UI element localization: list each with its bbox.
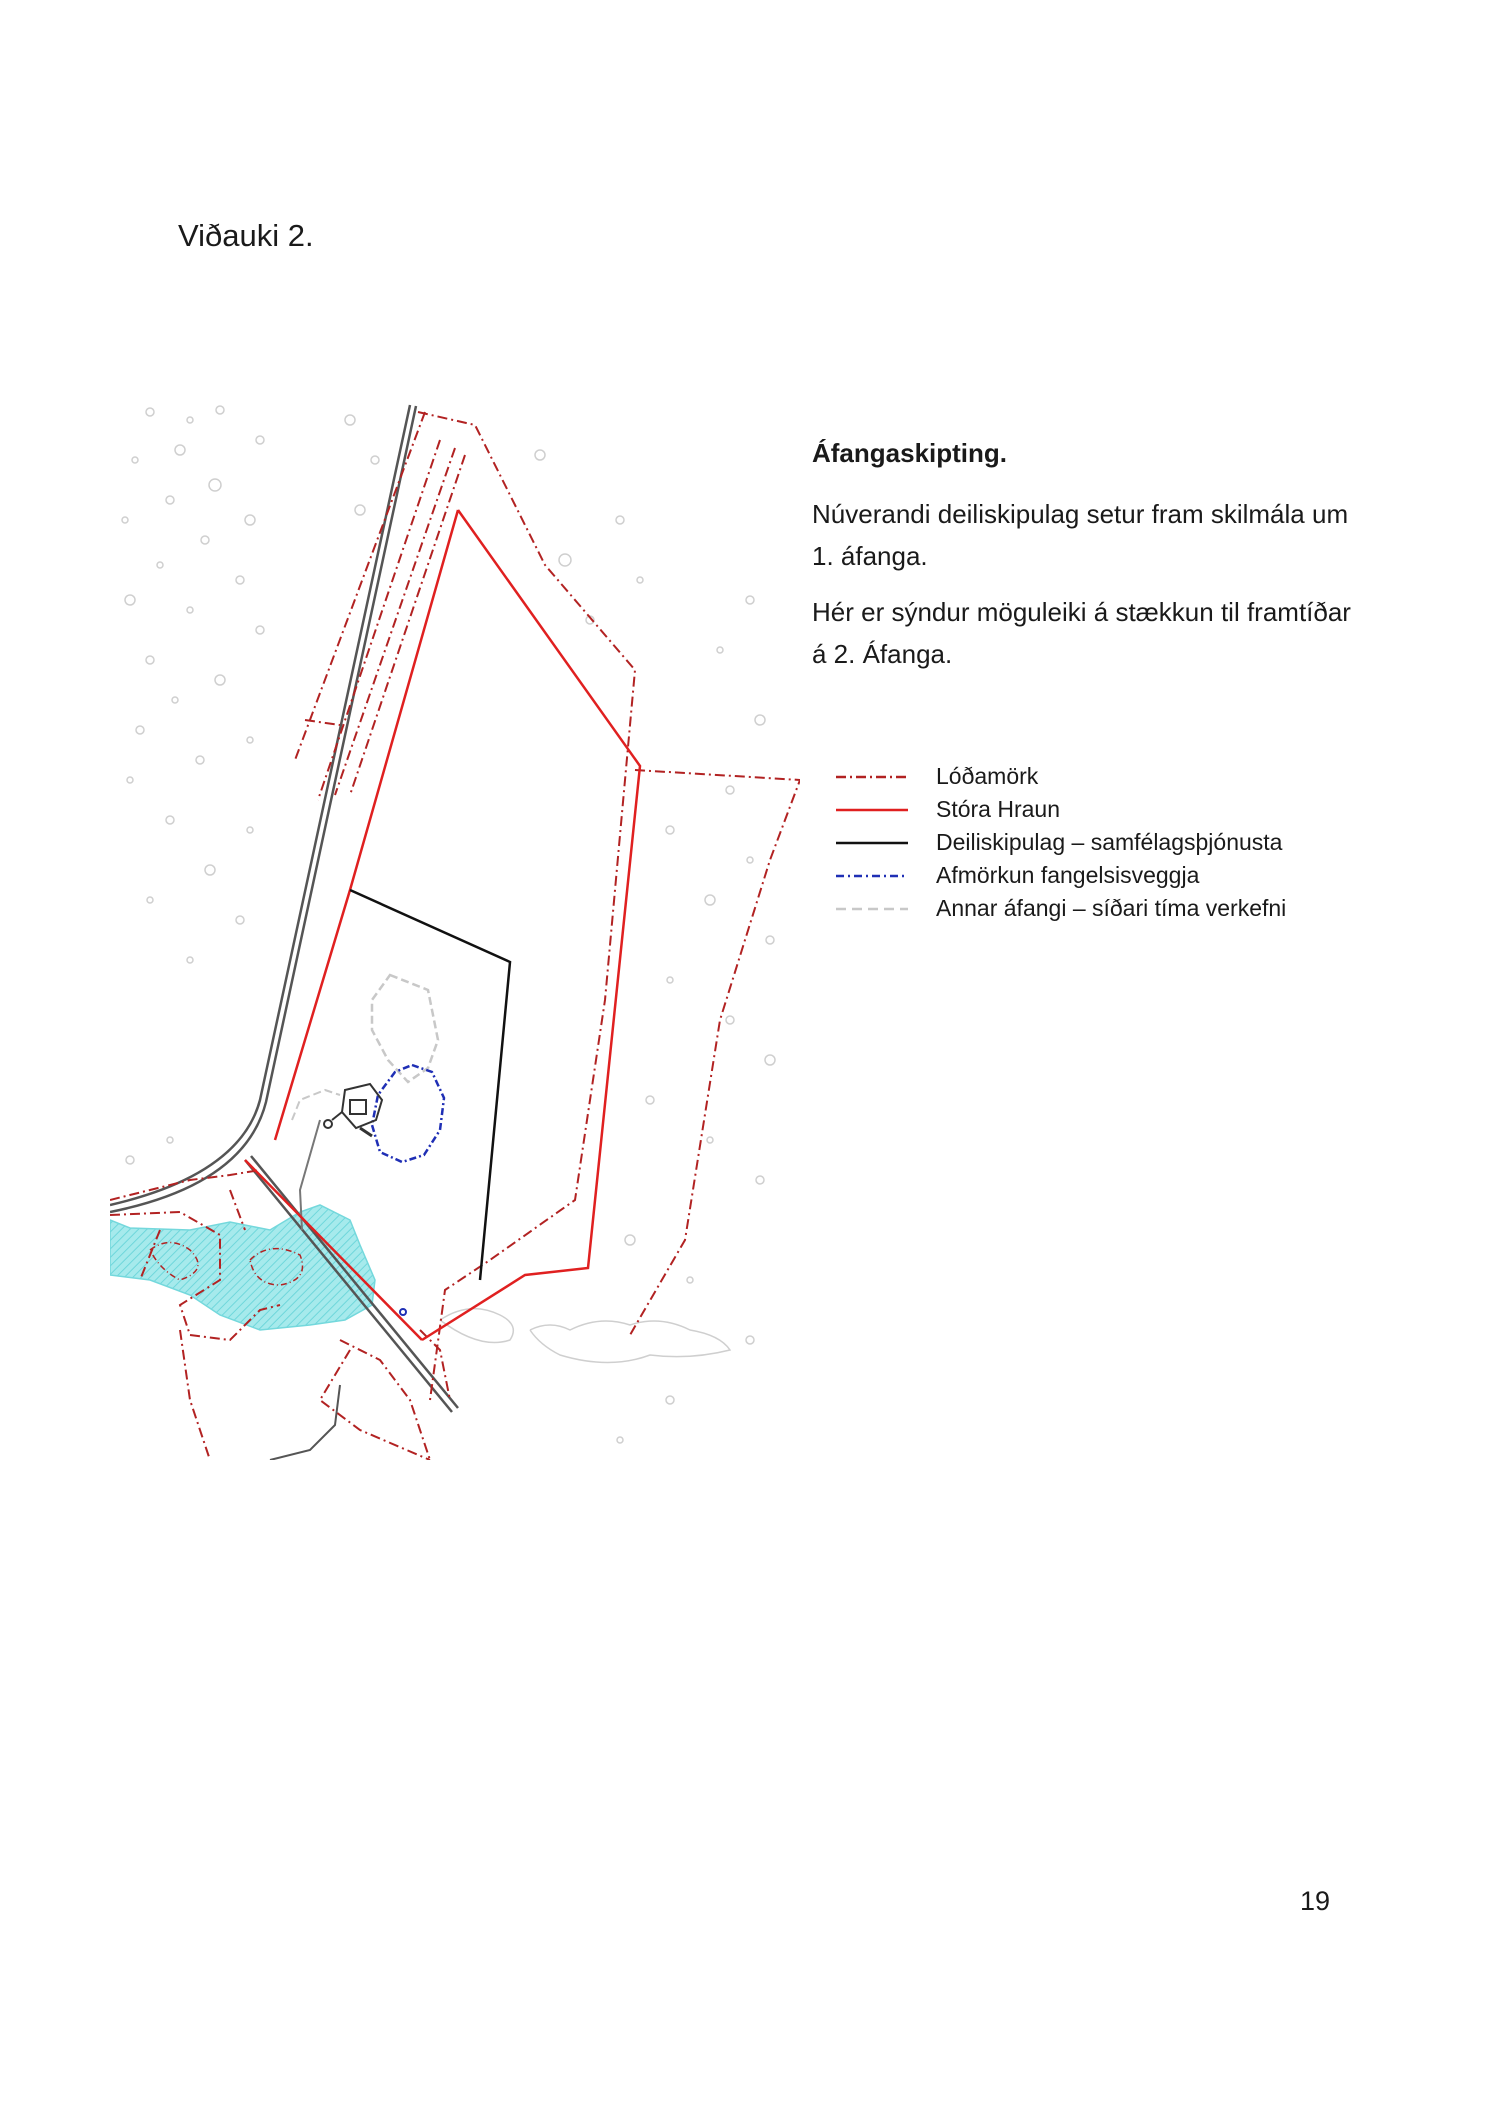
detail-plan-boundary [350, 890, 510, 1280]
second-phase-area [372, 975, 438, 1082]
dash-dot-red-line-icon [836, 771, 908, 783]
legend-item-second-phase [836, 892, 1286, 925]
page-number: 19 [1300, 1886, 1331, 1916]
legend-item-prison-wall [836, 859, 1286, 892]
solid-red-line-icon [836, 804, 908, 816]
legend-label: Annar áfangi – síðari tíma verkefni [936, 895, 1287, 921]
site-plan-map [110, 400, 800, 1460]
phase-description [812, 438, 1372, 689]
dash-dot-blue-line-icon [836, 870, 908, 882]
page-heading: Viðauki 2. [178, 218, 314, 253]
legend-label: Lóðamörk [936, 763, 1039, 789]
dashed-grey-line-icon [836, 903, 908, 915]
prison-wall-boundary [372, 1065, 444, 1162]
legend-label: Stóra Hraun [936, 796, 1061, 822]
legend-label: Afmörkun fangelsisveggja [936, 862, 1200, 888]
legend-item-lot-boundary [836, 760, 1286, 793]
legend-item-detail-plan [836, 826, 1286, 859]
legend-item-stora-hraun [836, 793, 1286, 826]
section-title: Áfangaskipting. [812, 438, 1008, 468]
description-paragraph: Hér er sýndur möguleiki á stækkun til framtíðar á 2. Áfanga. [812, 597, 1351, 669]
legend-label: Deiliskipulag – samfélagsþjónusta [936, 829, 1283, 855]
map-legend [836, 760, 1286, 925]
description-paragraph: Núverandi deiliskipulag setur fram skilmála um 1. áfanga. [812, 499, 1349, 571]
solid-black-line-icon [836, 837, 908, 849]
